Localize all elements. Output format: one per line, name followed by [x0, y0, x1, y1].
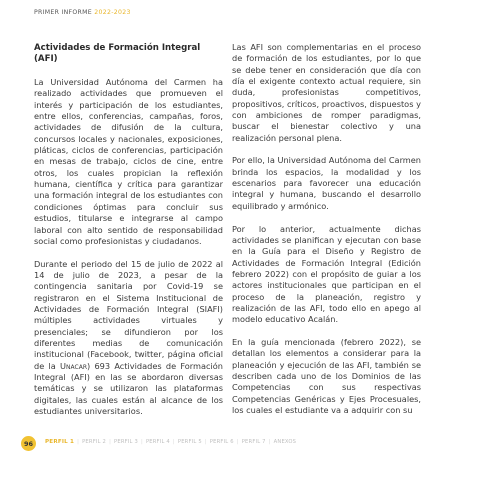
right-paragraph-2: Por ello, la Universidad Autónoma del Carmen brinda los espacios, la modalidad y los escenarios para favorecer una educación integral y humana, buscando el desarrollo equilibrado y armónico. [232, 155, 421, 211]
right-column [232, 42, 421, 428]
nav-perfil-1[interactable]: PERFIL 1 [45, 439, 75, 445]
right-paragraph-4: En la guía mencionada (febrero 2022), se detallan los elementos a considerar para la planeación y ejecución de las AFI, también se describen cada uno de los Dominios de las Competencias con sus respectivas Competencias Genéricas y Ejes Procesuales, los cuales el estudiante va a adquirir con su [232, 336, 421, 415]
nav-separator: | [77, 439, 80, 445]
nav-perfil-6[interactable]: PERFIL 6 [209, 439, 234, 445]
left-column [34, 43, 223, 429]
nav-perfil-4[interactable]: PERFIL 4 [145, 439, 170, 445]
header-label: PRIMER INFORME [34, 9, 92, 16]
nav-separator: | [268, 439, 271, 445]
nav-perfil-5[interactable]: PERFIL 5 [177, 439, 202, 445]
running-header [34, 9, 131, 16]
nav-perfil-3[interactable]: PERFIL 3 [114, 439, 138, 445]
right-paragraph-3: Por lo anterior, actualmente dichas actividades se planifican y ejecutan con base en la Guía para el Diseño y Registro de Actividades de Formación Integral (Edición febrero 2022) con el propósito de guiar a los actores institucionales que participan en el proceso de la planeación, registro y realización de las AFI, todo ello en apego al modelo educativo Acalán. [232, 223, 421, 325]
nav-perfil-2[interactable]: PERFIL 2 [82, 439, 107, 445]
nav-separator: | [140, 439, 143, 445]
left-paragraph-2-start: Durante el periodo del 15 de julio de 2022 al 14 de julio de 2023, a pesar de la contingencia sanitaria por Covid-19 se registraron en el Sistema Institucional de Actividades de Formación Integral (SIAFI) múltiples actividades virtuales y presenciales; se difundieron por los diferentes medias de comunicación institucional (Facebook, twitter, página oficial de la [34, 258, 223, 371]
nav-separator: | [236, 439, 239, 445]
page-footer [0, 434, 480, 454]
nav-separator: | [172, 439, 175, 445]
unacar-name: Unacar [60, 360, 87, 371]
nav-separator: | [204, 439, 207, 445]
nav-separator: | [109, 439, 112, 445]
right-paragraph-1: Las AFI son complementarias en el proceso de formación de los estudiantes, por lo que se debe tener en consideración que día con día el exigente contexto actual requiere, sin duda, profesionistas competitivos, propositivos, críticos, proactivos, dispuestos y con ambiciones de romper paradigmas, buscar el bienestar colectivo y una realización personal plena. [232, 42, 421, 143]
section-nav [43, 439, 298, 445]
left-paragraph-2-end: ) 693 Actividades de Formación Integral (AFI) en las se abordaron diversas temáticas y se utilizaron las plataformas digitales, las cuales están al alcance de los estudiantes universitarios. [34, 360, 223, 416]
section-title: Actividades de Formación Integral (AFI) [34, 43, 201, 65]
header-years: 2022-2023 [94, 9, 131, 16]
left-paragraph-1: La Universidad Autónoma del Carmen ha realizado actividades que promueven el interés y participación de los estudiantes, entre ellos, conferencias, campañas, foros, actividades de difusión de la cultura, concursos locales y nacionales, exposiciones, pláticas, ciclos de conferencias, participación en mesas de trabajo, ciclos de cine, entre otros, los cuales propician la reflexión humana, científica y crítica para garantizar una formación integral de los estudiantes con condiciones óptimas para concluir sus estudios, titularse e integrarse al campo laboral con alto sentido de responsabilidad social como profesionistas y ciudadanos. [34, 77, 223, 246]
nav-anexos[interactable]: ANEXOS [273, 439, 297, 445]
page-number-badge: 96 [21, 436, 36, 451]
left-paragraph-2 [34, 259, 223, 418]
nav-perfil-7[interactable]: PERFIL 7 [241, 439, 266, 445]
